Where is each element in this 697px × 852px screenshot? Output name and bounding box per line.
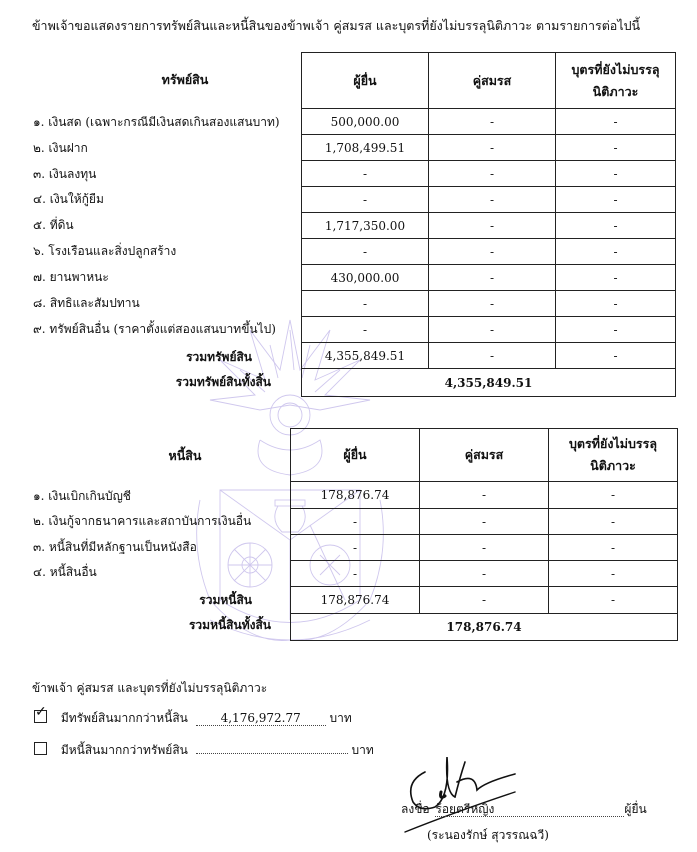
summary-option-liabilities <box>34 741 374 760</box>
cell-filer: - <box>291 535 420 561</box>
assets-greater-label: มีทรัพย์สินมากกว่าหนี้สิน <box>60 711 188 725</box>
column-header-child <box>556 53 676 109</box>
assets-greater-checkbox[interactable] <box>34 704 47 723</box>
table-row <box>302 317 676 343</box>
liabilities-greater-amount <box>196 753 348 754</box>
cell-child: - <box>556 291 676 317</box>
table-row <box>302 161 676 187</box>
table-row <box>302 213 676 239</box>
asset-row-label: ๓. เงินลงทุน <box>33 167 97 181</box>
liabilities-grand-total-row <box>291 614 678 641</box>
subtotal-child: - <box>549 587 678 614</box>
assets-subtotal-label: รวมทรัพย์สิน <box>186 350 252 364</box>
column-header-spouse: คู่สมรส <box>420 429 549 482</box>
subtotal-filer: 178,876.74 <box>291 587 420 614</box>
cell-spouse: - <box>429 291 556 317</box>
table-row <box>291 509 678 535</box>
column-header-spouse: คู่สมรส <box>429 53 556 109</box>
column-header-child-line1: บุตรที่ยังไม่บรรลุ <box>569 436 657 451</box>
asset-row-label: ๕. ที่ดิน <box>33 218 74 232</box>
liabilities-greater-checkbox[interactable] <box>34 742 47 755</box>
column-header-filer: ผู้ยื่น <box>291 429 420 482</box>
cell-spouse: - <box>420 482 549 509</box>
cell-spouse: - <box>420 535 549 561</box>
summary-heading: ข้าพเจ้า คู่สมรส และบุตรที่ยังไม่บรรลุนิติภาวะ <box>32 681 268 695</box>
assets-section-title: ทรัพย์สิน <box>161 72 209 87</box>
signature-line <box>401 800 647 819</box>
liabilities-table-header <box>291 429 678 482</box>
asset-row-label: ๖. โรงเรือนและสิ่งปลูกสร้าง <box>33 244 177 258</box>
cell-filer: 1,708,499.51 <box>302 135 429 161</box>
assets-table <box>301 52 676 397</box>
subtotal-child: - <box>556 343 676 369</box>
liabilities-section-title: หนี้สิน <box>168 448 202 463</box>
assets-greater-unit: บาท <box>329 711 352 725</box>
column-header-child-line1: บุตรที่ยังไม่บรรลุ <box>571 61 660 77</box>
cell-spouse: - <box>429 135 556 161</box>
liabilities-grand-total-value: 178,876.74 <box>291 614 678 641</box>
cell-child: - <box>556 317 676 343</box>
summary-option-assets <box>34 704 352 728</box>
column-header-child-line2: นิติภาวะ <box>592 83 639 99</box>
cell-filer: - <box>302 187 429 213</box>
table-row <box>291 561 678 587</box>
cell-spouse: - <box>429 161 556 187</box>
liability-row-label: ๔. หนี้สินอื่น <box>33 565 97 579</box>
asset-row-label: ๒. เงินฝาก <box>33 141 88 155</box>
liability-row-label: ๓. หนี้สินที่มีหลักฐานเป็นหนังสือ <box>33 540 197 554</box>
column-header-filer: ผู้ยื่น <box>302 53 429 109</box>
cell-filer: - <box>302 161 429 187</box>
table-row <box>302 239 676 265</box>
liability-row-label: ๒. เงินกู้จากธนาคารและสถาบันการเงินอื่น <box>33 514 252 528</box>
declaration-intro: ข้าพเจ้าขอแสดงรายการทรัพย์สินและหนี้สินของข้าพเจ้า คู่สมรส และบุตรที่ยังไม่บรรลุนิติภาวะ ตามรายการต่อไปนี้ <box>32 18 641 33</box>
liabilities-greater-unit: บาท <box>351 743 374 757</box>
cell-child: - <box>556 109 676 135</box>
liability-row-label: ๑. เงินเบิกเกินบัญชี <box>33 489 131 503</box>
cell-spouse: - <box>429 187 556 213</box>
table-row <box>302 135 676 161</box>
column-header-child <box>549 429 678 482</box>
table-row <box>291 482 678 509</box>
table-row <box>291 535 678 561</box>
asset-row-label: ๙. ทรัพย์สินอื่น (ราคาตั้งแต่สองแสนบาทขึ้นไป) <box>33 322 276 336</box>
liabilities-subtotal-label: รวมหนี้สิน <box>199 593 252 607</box>
cell-child: - <box>556 213 676 239</box>
liabilities-grand-total-label: รวมหนี้สินทั้งสิ้น <box>188 618 271 632</box>
handwritten-signature-icon <box>395 752 535 837</box>
table-row <box>302 187 676 213</box>
cell-spouse: - <box>420 509 549 535</box>
asset-row-label: ๔. เงินให้กู้ยืม <box>33 192 104 206</box>
assets-greater-amount: 4,176,972.77 <box>196 712 326 726</box>
cell-spouse: - <box>429 239 556 265</box>
cell-spouse: - <box>420 561 549 587</box>
cell-filer: - <box>302 317 429 343</box>
cell-filer: 178,876.74 <box>291 482 420 509</box>
assets-grand-total-label: รวมทรัพย์สินทั้งสิ้น <box>175 375 271 389</box>
cell-filer: - <box>291 561 420 587</box>
liabilities-table <box>290 428 678 641</box>
table-row <box>302 265 676 291</box>
assets-grand-total-row <box>302 369 676 397</box>
assets-grand-total-value: 4,355,849.51 <box>302 369 676 397</box>
signer-name: (ระนองรักษ์ สุวรรณฉวี) <box>427 828 549 842</box>
table-row <box>302 291 676 317</box>
signature-prefix: ลงชื่อ <box>401 802 430 816</box>
asset-row-label: ๗. ยานพาหนะ <box>33 270 109 284</box>
cell-filer: - <box>302 239 429 265</box>
cell-child: - <box>556 239 676 265</box>
subtotal-spouse: - <box>429 343 556 369</box>
cell-spouse: - <box>429 317 556 343</box>
subtotal-spouse: - <box>420 587 549 614</box>
assets-table-header <box>302 53 676 109</box>
liabilities-greater-label: มีหนี้สินมากกว่าทรัพย์สิน <box>60 743 188 757</box>
table-row <box>302 109 676 135</box>
cell-filer: 500,000.00 <box>302 109 429 135</box>
cell-child: - <box>556 187 676 213</box>
cell-child: - <box>556 161 676 187</box>
cell-child: - <box>556 135 676 161</box>
signer-role: ผู้ยื่น <box>624 802 647 816</box>
cell-child: - <box>549 509 678 535</box>
cell-spouse: - <box>429 109 556 135</box>
signer-title: ร้อยตรีหญิง <box>435 803 624 817</box>
cell-spouse: - <box>429 265 556 291</box>
cell-child: - <box>549 482 678 509</box>
asset-row-label: ๑. เงินสด (เฉพาะกรณีมีเงินสดเกินสองแสนบาท) <box>33 115 280 129</box>
asset-row-label: ๘. สิทธิและสัมปทาน <box>33 296 140 310</box>
cell-filer: 1,717,350.00 <box>302 213 429 239</box>
cell-child: - <box>549 535 678 561</box>
cell-filer: - <box>291 509 420 535</box>
cell-filer: - <box>302 291 429 317</box>
cell-child: - <box>556 265 676 291</box>
check-mark-icon: ✓ <box>35 704 47 720</box>
subtotal-filer: 4,355,849.51 <box>302 343 429 369</box>
liabilities-subtotal-row <box>291 587 678 614</box>
column-header-child-line2: นิติภาวะ <box>590 458 636 473</box>
cell-child: - <box>549 561 678 587</box>
assets-subtotal-row <box>302 343 676 369</box>
cell-spouse: - <box>429 213 556 239</box>
cell-filer: 430,000.00 <box>302 265 429 291</box>
